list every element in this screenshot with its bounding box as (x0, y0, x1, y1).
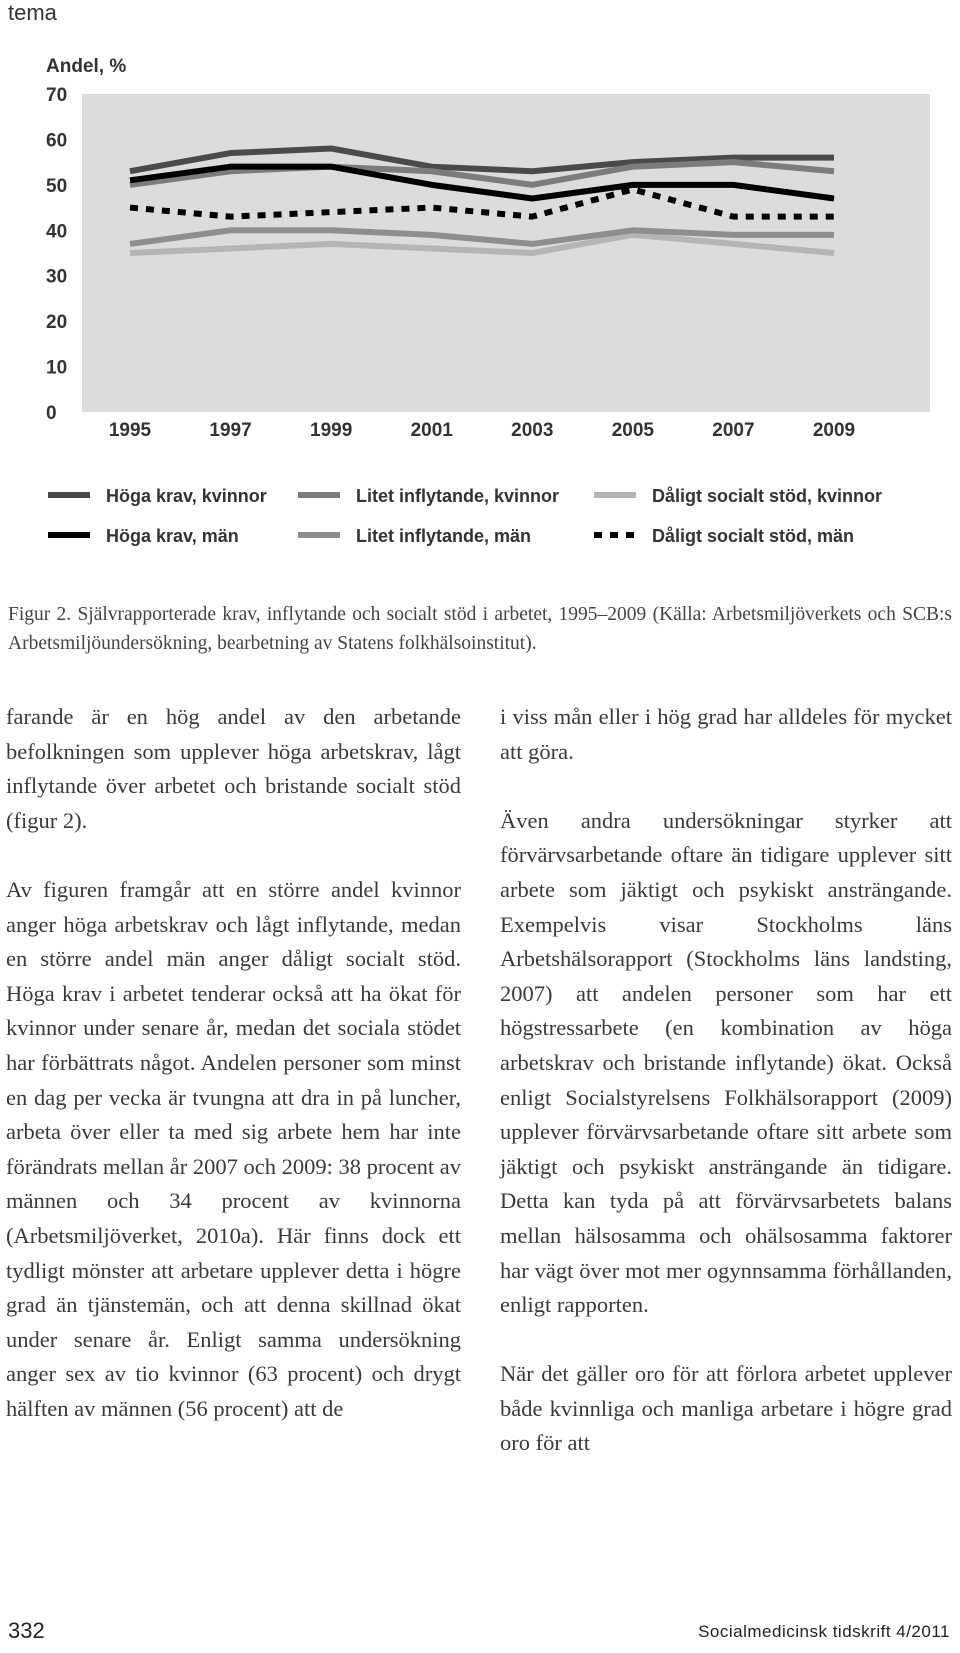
paragraph: farande är en hög andel av den arbetande befolkningen som upplever höga arbetskrav, lågt inflytande över arbetet och bristande socialt stöd (figur 2). (6, 704, 461, 833)
legend-label: Höga krav, kvinnor (106, 486, 267, 506)
x-tick-label: 1995 (108, 420, 152, 441)
paragraph: Även andra undersökningar styrker att förvärvsarbetande oftare än tidigare upplever sitt arbete som jäktigt och psykiskt ansträngande. Exempelvis visar Stockholms läns Arbetshälsorapport (Stockholms läns landsting, 2007) att andelen personer som har ett högstressarbete (en kombination av höga arbetskrav och bristande inflytande) ökat. Också enligt Socialstyrelsens Folkhälsorapport (2009) upplever förvärvsarbetande oftare sitt arbete som jäktigt och psykiskt ansträngande än tidigare. Detta kan tyda på att förvärvsarbetets balans mellan hälsosamma och ohälsosamma faktorer har vägt över mot mer ogynnsamma förhållanden, enligt rapporten. (500, 807, 952, 1318)
y-tick-label: 30 (46, 266, 68, 288)
legend-label: Dåligt socialt stöd, kvinnor (652, 486, 883, 506)
legend-label: Dåligt socialt stöd, män (652, 526, 855, 546)
y-tick-label: 10 (46, 357, 68, 379)
section-tag: tema (8, 0, 57, 25)
y-tick-label: 40 (46, 221, 68, 243)
y-tick-label: 60 (46, 130, 68, 152)
body-column-right (500, 700, 952, 1496)
x-tick-label: 1997 (209, 420, 252, 441)
x-tick-label: 2003 (511, 420, 554, 441)
x-tick-label: 2009 (812, 420, 856, 441)
legend-label: Höga krav, män (106, 526, 239, 546)
y-tick-label: 50 (46, 175, 68, 197)
paragraph: När det gäller oro för att förlora arbetet upplever både kvinnliga och manliga arbetare i högre grad oro för att (500, 1361, 952, 1456)
x-tick-label: 2001 (410, 420, 453, 441)
x-tick-label: 2005 (611, 420, 654, 441)
body-column-left (6, 700, 461, 1461)
paragraph: Av figuren framgår att en större andel kvinnor anger höga arbetskrav och lågt inflytande, medan en större andel män anger dåligt socialt stöd. Höga krav i arbetet tenderar också att ha ökat för kvinnor under senare år, medan det sociala stödet har förbättrats något. Andelen personer som minst en dag per vecka är tvungna att dra in på luncher, arbeta över eller ta med sig arbete hem har inte förändrats mellan år 2007 och 2009: 38 procent av männen och 34 procent av kvinnorna (Arbetsmiljöverket, 2010a). Här finns dock ett tydligt mönster att arbetare upplever detta i högre grad än tjänstemän, och att denna skillnad ökat under senare år. Enligt samma undersökning anger sex av tio kvinnor (63 procent) och drygt hälften av männen (56 procent) att de (6, 876, 461, 1421)
y-tick-label: 20 (46, 312, 68, 334)
y-axis-label: Andel, % (46, 56, 127, 77)
legend-label: Litet inflytande, män (356, 526, 532, 546)
x-tick-label: 2007 (712, 420, 755, 441)
line-chart (0, 40, 960, 580)
y-tick-label: 0 (46, 403, 57, 424)
y-tick-label: 70 (46, 85, 68, 106)
paragraph: i viss mån eller i hög grad har alldeles för mycket att göra. (500, 704, 952, 764)
page-number: 332 (8, 1618, 45, 1643)
figure-caption: Figur 2. Självrapporterade krav, inflytande och socialt stöd i arbetet, 1995–2009 (Källa: Arbetsmiljöverkets och SCB:s Arbetsmiljöundersökning, bearbetning av Statens folkhälsoinstitut). (8, 604, 952, 654)
chart-svg (0, 40, 960, 580)
x-tick-label: 1999 (310, 420, 353, 441)
legend-label: Litet inflytande, kvinnor (356, 486, 560, 506)
journal-name: Socialmedicinsk tidskrift 4/2011 (698, 1622, 950, 1641)
